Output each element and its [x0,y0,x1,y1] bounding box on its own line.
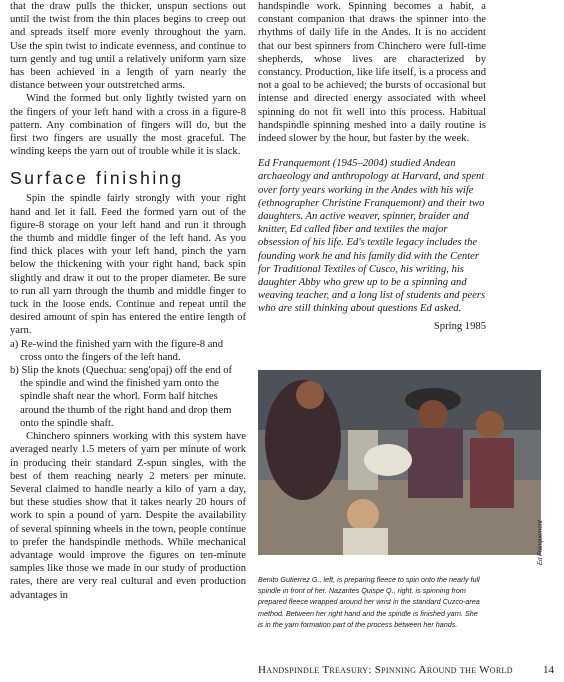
page-footer [258,664,554,676]
photo-credit: Ed Franquemont [538,520,544,565]
photo-caption: Benito Gutierrez G., left, is preparing fleece to spin onto the nearly full spindle in front of her. Nazarites Quispe Q., right, is spinning from prepared fleece wrapped around her wrist in the standard Cuzco-area method. Between her right hand and the spindle is finished yarn. She is in the yarn formation part of the process between her hands. [258,575,480,629]
list-item: a) Re-wind the finished yarn with the figure-8 and cross onto the fingers of the left hand. [10,338,223,363]
section-heading: Surface finishing [10,168,184,189]
paragraph: Spin the spindle fairly strongly with your right hand and let it fall. Feed the formed yarn out of the figure-8 storage on your left hand and run it through the thumb and middle finger of the left hand. As you find thick places with your left hand, pinch the yarn below the thickening with your right hand, back spin slightly and draw it out to the proper diameter. Be sure to run all yarn through the thumb and middle finger to tuck in the loose ends. Continue and repeat until the desired amount of spin has entered the entire length of yarn. [10,193,246,337]
page-number: 14 [543,664,554,676]
spinners-photo [258,370,541,555]
paragraph: handspindle work. Spinning becomes a habit, a constant companion that draws the spinner into the rhythms of daily life in the Andes. It is no accident that our best spinners from Chinchero were full-time shepherds, whose lives are characterized by constancy. Production, like life itself, is a process and not a goal to be achieved; the bursts of occasional but intense and directed energy associated with wheel spinning do not fit well into this process. Habitual handspindle spinning meshed into a daily routine is indeed slower by the hour, but faster by the week. [258,1,486,145]
left-column [10,0,246,602]
steps-list [10,338,246,430]
paragraph: that the draw pulls the thicker, unspun sections out until the twist from the thin places begins to creep out and spreads itself more evenly throughout the yarn. Use the spin twist to indicate evenness, and continue to turn gently and tug until a relatively uniform yarn size has been achieved in a length of yarn nearly the distance between your outstretched arms. [10,1,246,92]
list-item: b) Slip the knots (Quechua: seng'opaj) off the end of the spindle and wind the finished yarn onto the spindle shaft near the whorl. Form half hitches around the thumb of the right hand and drop them onto the spindle shaft. [10,365,233,429]
right-column [258,0,486,333]
paragraph: Chinchero spinners working with this system have averaged nearly 1.5 meters of yarn per minute of work in producing their standard Z-spun singles, with the best of them reaching nearly 2 meters per minute. Several claimed to handle nearly a kilo of yarn a day, but these studies show that it takes nearly 20 hours of work to spin a pound of yarn. Despite the availability of several spinning wheels in the town, people continue to prefer the handspindle methods. While mechanical advantage would improve the figures on ten-minute samples like those we made in our study of production rates, there are very real cultural and even production advantages in [10,431,246,601]
paragraph: Wind the formed but only lightly twisted yarn on the fingers of your left hand with a cross in a figure-8 pattern. Any combination of fingers will do, but the first two fingers are usually the most graceful. The winding keeps the yarn out of trouble while it is slack. [10,93,246,158]
author-bio: Ed Franquemont (1945–2004) studied Andean archaeology and anthropology at Harvard, and spent over forty years working in the Andes with his wife (ethnographer Christine Franquemont) and their two daughters. An active weaver, spinner, braider and knitter, Ed called fiber and textiles the major obsession of his life. Ed's textile legacy includes the founding work he and his family did with the Center for Traditional Textiles of Cusco, his writing, his daughter Abby who grew up to be a spinning and weaving teacher, and a long list of students and peers who are still thinking about questions Ed asked. [258,158,486,315]
photo-illustration [258,370,541,555]
date-line: Spring 1985 [433,320,486,332]
running-title: Handspindle Treasury: Spinning Around the World [258,664,513,676]
